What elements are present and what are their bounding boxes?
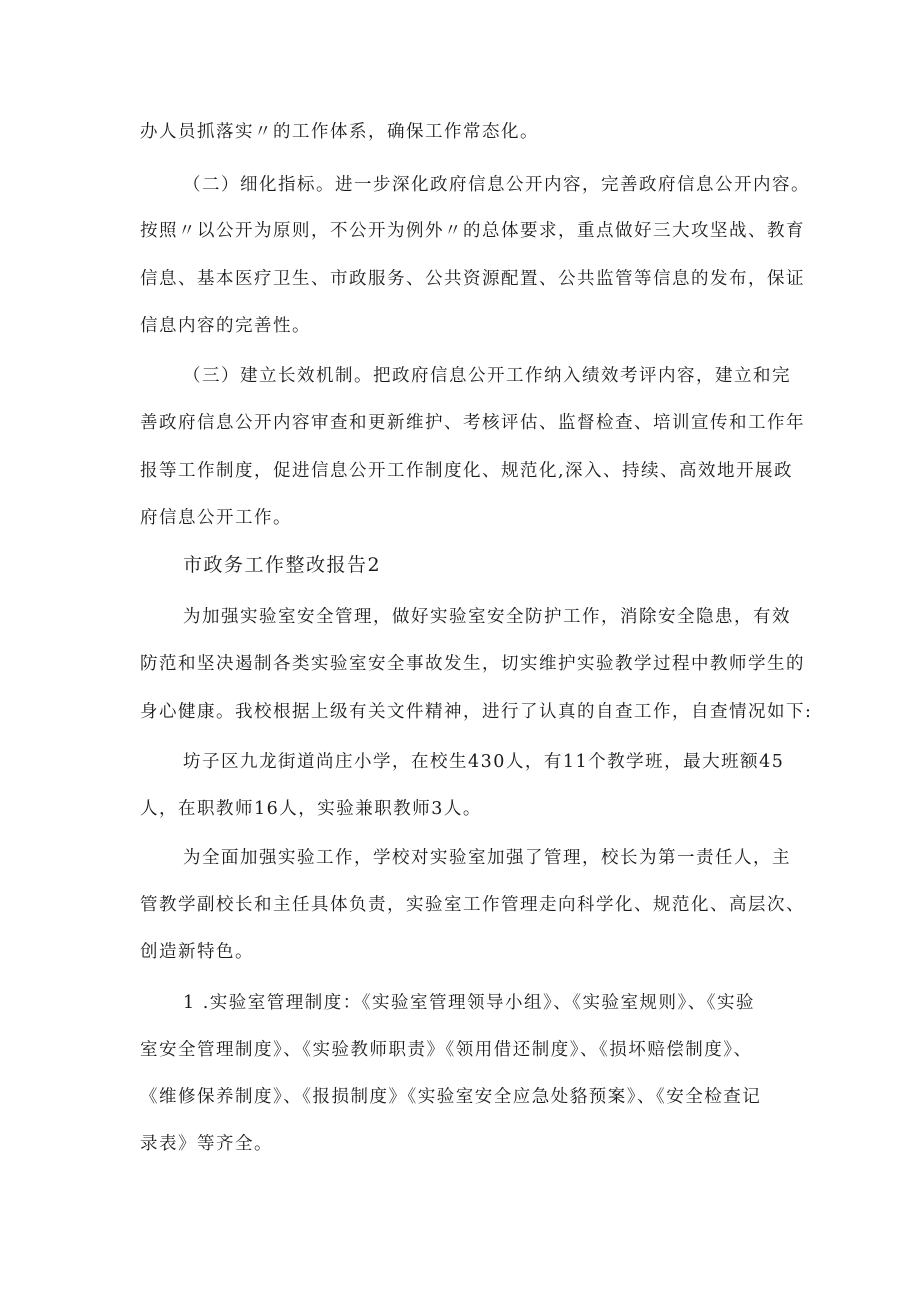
paragraph-line: 为全面加强实验工作，学校对实验室加强了管理，校长为第一责任人，主 — [183, 848, 791, 868]
paragraph-line: 报等工作制度，促进信息公开工作制度化、规范化,深入、持续、高效地开展政 — [140, 461, 794, 481]
paragraph-line: 创造新特色。 — [140, 942, 254, 962]
paragraph-line: 防范和坚决遏制各类实验室安全事故发生，切实维护实验教学过程中教师学生的 — [140, 654, 805, 674]
paragraph-line: 坊子区九龙街道尚庄小学，在校生430人，有11个教学班，最大班额45 — [183, 752, 785, 772]
paragraph-line: 室安全管理制度》、《实验教师职责》《领用借还制度》、《损坏赔偿制度》、 — [140, 1040, 753, 1060]
paragraph-line: 为加强实验室安全管理，做好实验室安全防护工作，消除安全隐患，有效 — [183, 607, 791, 627]
paragraph-line: （二）细化指标。进一步深化政府信息公开内容，完善政府信息公开内容。 — [183, 175, 810, 195]
section-heading: 市政务工作整改报告2 — [183, 554, 382, 576]
paragraph-line: 1 .实验室管理制度：《实验室管理领导小组》、《实验室规则》、《实验 — [183, 993, 756, 1013]
paragraph-line: 办人员抓落实〃的工作体系，确保工作常态化。 — [140, 122, 539, 142]
paragraph-line: 信息内容的完善性。 — [140, 316, 311, 336]
paragraph-line: 人，在职教师16人，实验兼职教师3人。 — [140, 799, 482, 819]
paragraph-line: 录表》等齐全。 — [140, 1134, 273, 1154]
paragraph-line: 身心健康。我校根据上级有关文件精神，进行了认真的自查工作，自查情况如下: — [140, 702, 813, 722]
paragraph-line: （三）建立长效机制。把政府信息公开工作纳入绩效考评内容，建立和完 — [183, 366, 791, 386]
paragraph-line: 信息、基本医疗卫生、市政服务、公共资源配置、公共监管等信息的发布，保证 — [140, 269, 805, 289]
paragraph-line: 按照〃以公开为原则，不公开为例外〃的总体要求，重点做好三大攻坚战、教育 — [140, 221, 805, 241]
paragraph-line: 善政府信息公开内容审查和更新维护、考核评估、监督检查、培训宣传和工作年 — [140, 413, 805, 433]
paragraph-line: 府信息公开工作。 — [140, 508, 292, 528]
paragraph-line: 《维修保养制度》、《报损制度》《实验室安全应急处貉预案》、《安全检查记 — [140, 1087, 762, 1107]
paragraph-line: 管教学副校长和主任具体负责，实验室工作管理走向科学化、规范化、高层次、 — [140, 895, 805, 915]
